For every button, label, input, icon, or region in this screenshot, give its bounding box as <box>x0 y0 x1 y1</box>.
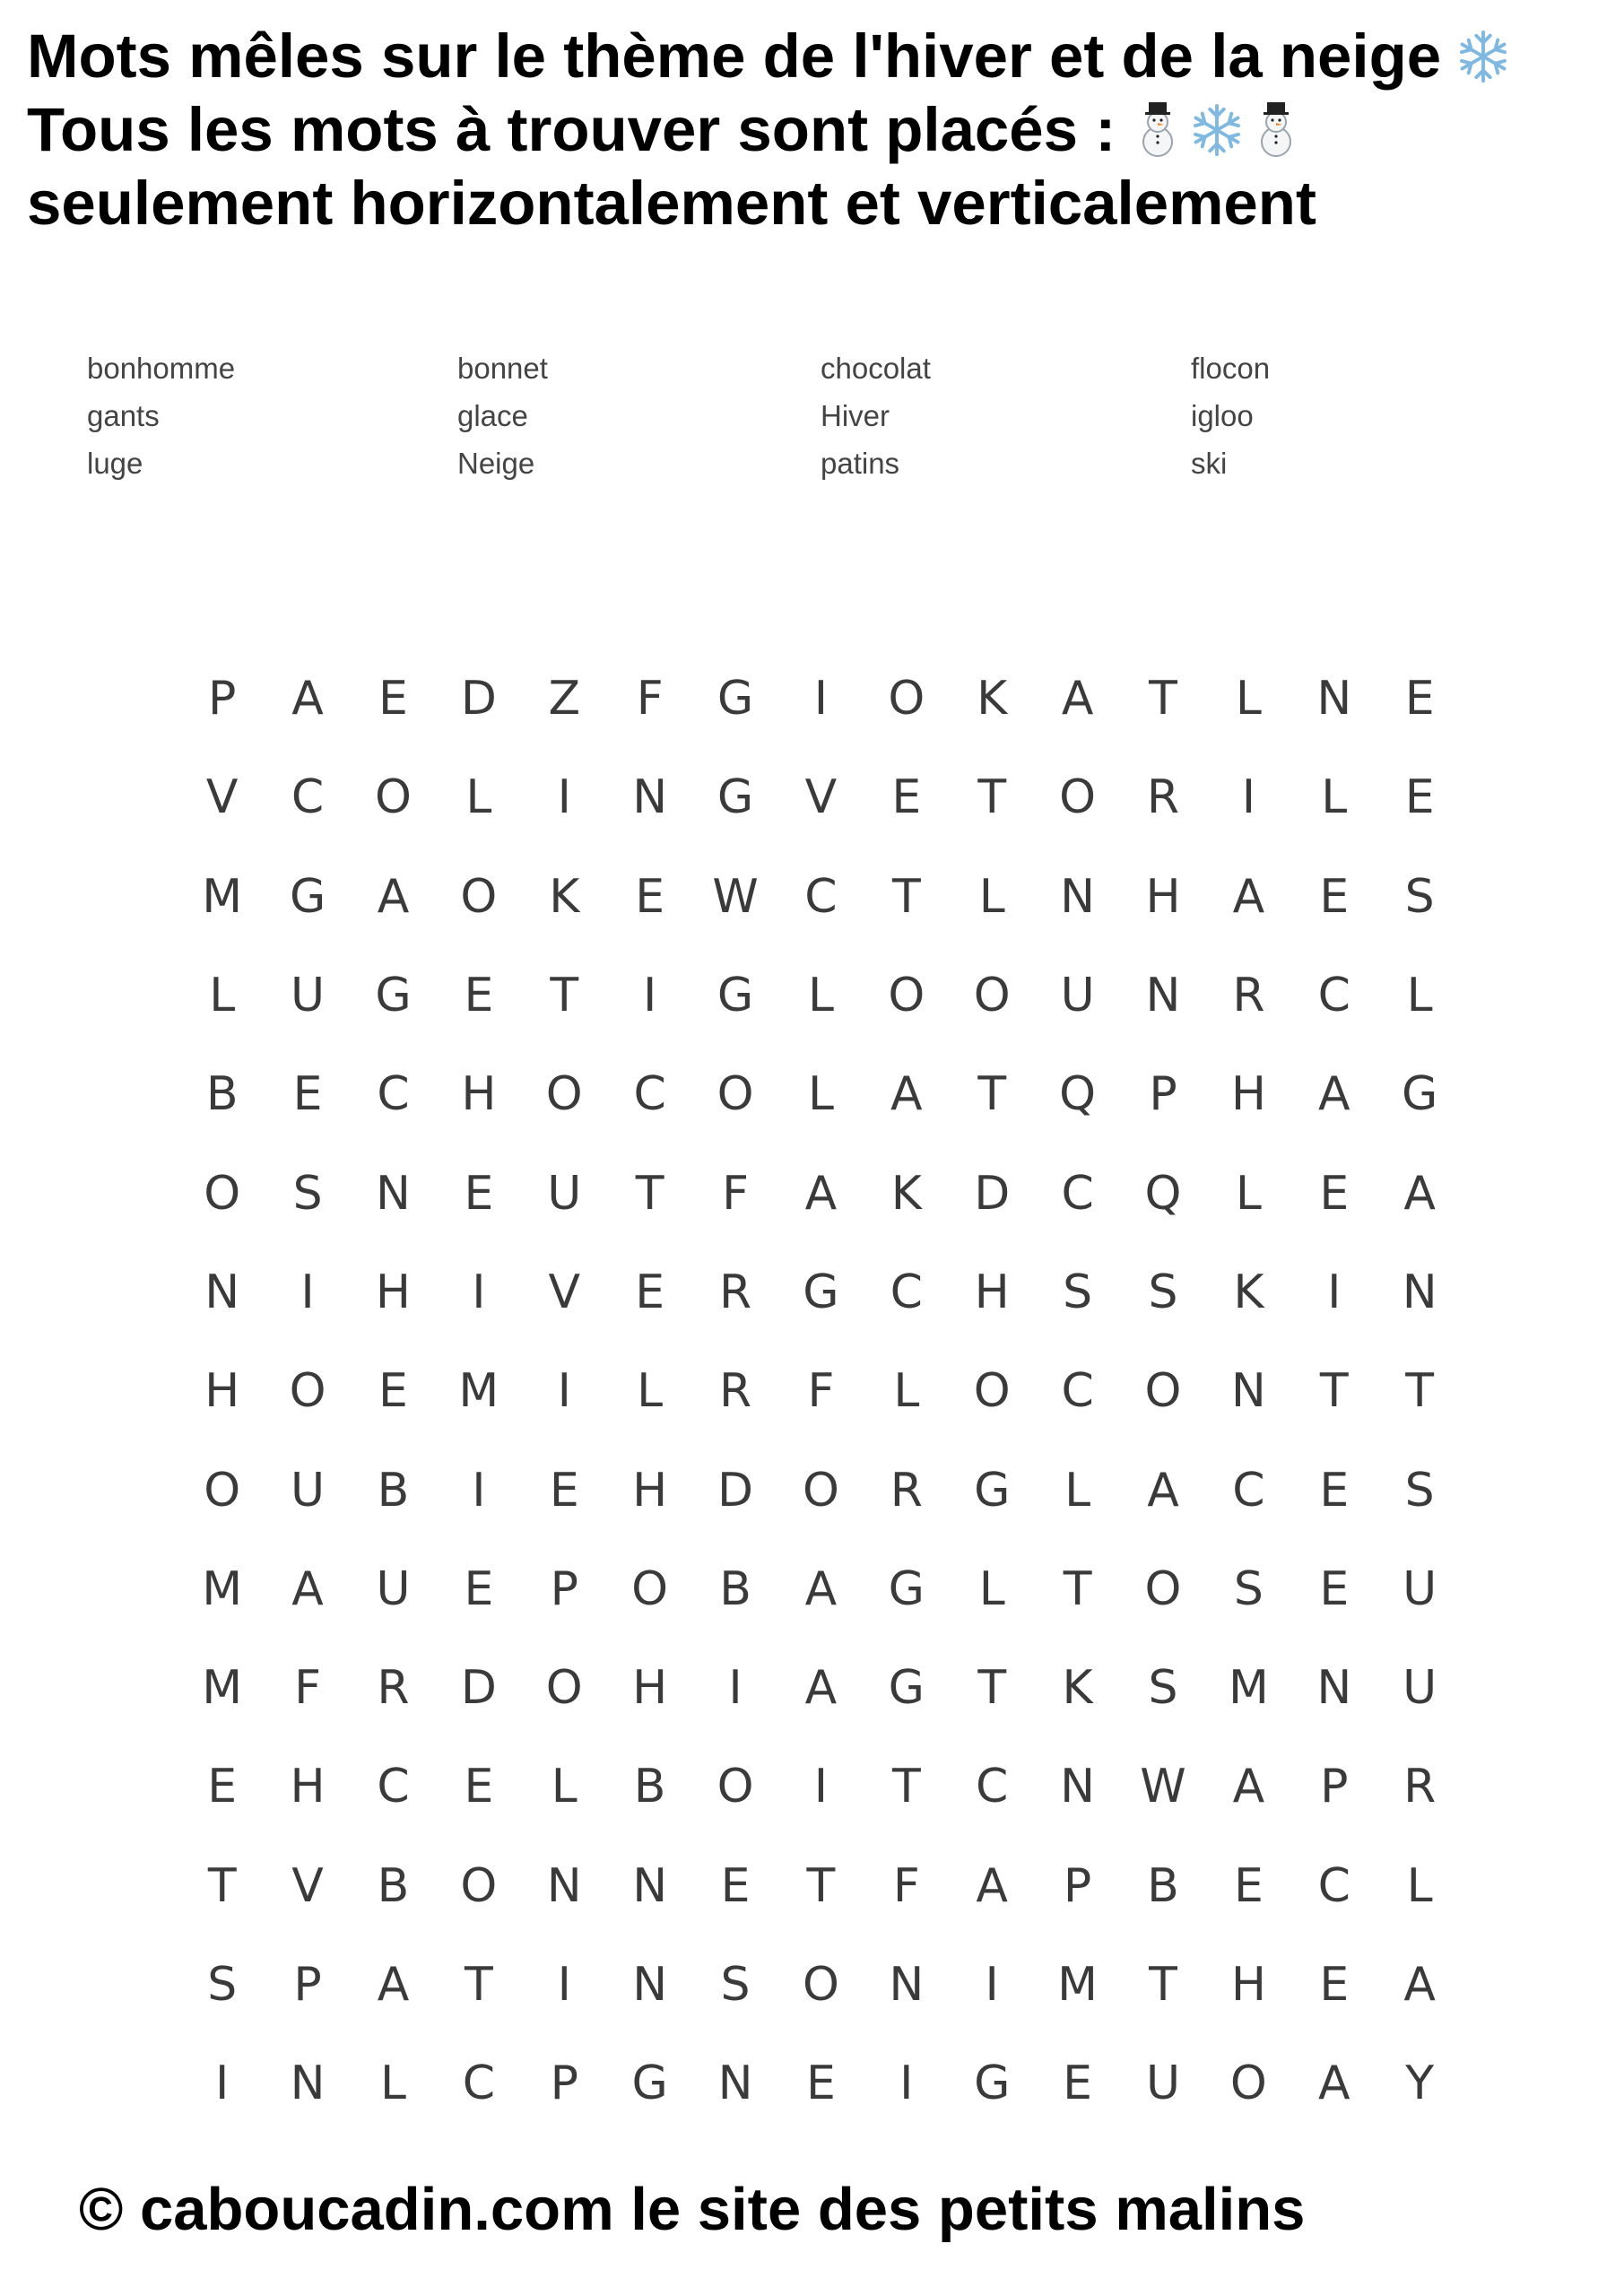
grid-cell[interactable]: H <box>290 1760 326 1814</box>
grid-cell[interactable]: I <box>813 672 829 726</box>
grid-cell[interactable]: H <box>632 1463 668 1518</box>
title-line-1 <box>27 20 1605 93</box>
grid-cell[interactable]: L <box>893 1364 920 1419</box>
word-list-item: glace <box>457 398 528 432</box>
grid-cell[interactable]: T <box>977 770 1007 825</box>
grid-cell[interactable]: O <box>888 672 925 726</box>
grid-cell[interactable]: S <box>1404 869 1435 924</box>
grid-cell[interactable]: I <box>472 1265 486 1319</box>
grid-cell[interactable]: G <box>375 969 412 1023</box>
grid-cell[interactable]: C <box>377 1067 410 1122</box>
grid-cell[interactable]: O <box>1144 1364 1182 1419</box>
grid-cell[interactable]: W <box>1140 1760 1186 1814</box>
grid-cell[interactable]: A <box>1403 1958 1436 2012</box>
grid-cell[interactable]: T <box>1063 1561 1092 1616</box>
grid-cell[interactable]: C <box>377 1760 410 1814</box>
grid-cell[interactable]: A <box>1403 1166 1436 1221</box>
grid-cell[interactable]: S <box>1404 1463 1435 1518</box>
grid-cell[interactable]: T <box>1149 672 1177 726</box>
grid-cell[interactable]: O <box>802 1958 839 2012</box>
grid-cell[interactable]: S <box>292 1166 323 1221</box>
grid-cell[interactable]: E <box>1319 1958 1350 2012</box>
grid-cell[interactable]: O <box>460 1858 498 1913</box>
word-list-item: ski <box>1191 446 1228 480</box>
grid-cell[interactable]: A <box>1317 1067 1350 1122</box>
grid-cell[interactable]: E <box>1404 672 1435 726</box>
grid-cell[interactable]: S <box>207 1958 238 2012</box>
grid-cell[interactable]: O <box>460 869 498 924</box>
grid-cell[interactable]: K <box>890 1166 922 1221</box>
grid-cell[interactable]: M <box>202 1561 243 1616</box>
grid-cell[interactable]: C <box>1232 1463 1265 1518</box>
grid-cell[interactable]: I <box>557 770 571 825</box>
grid-cell[interactable]: P <box>1149 1067 1177 1122</box>
grid-cell[interactable]: F <box>807 1364 835 1419</box>
grid-cell[interactable]: O <box>802 1463 839 1518</box>
grid-cell[interactable]: E <box>635 1265 665 1319</box>
grid-cell[interactable]: B <box>1147 1858 1179 1913</box>
grid-cell[interactable]: C <box>1317 1858 1350 1913</box>
grid-cell[interactable]: O <box>631 1561 669 1616</box>
grid-cell[interactable]: P <box>550 2057 578 2111</box>
grid-cell[interactable]: O <box>375 770 412 825</box>
grid-cell[interactable]: R <box>890 1463 923 1518</box>
grid-cell[interactable]: F <box>294 1661 322 1716</box>
grid-cell[interactable]: E <box>720 1858 751 1913</box>
grid-cell[interactable]: C <box>1061 1166 1094 1221</box>
grid-cell[interactable]: Y <box>1405 2057 1435 2111</box>
grid-cell[interactable]: C <box>1061 1364 1094 1419</box>
grid-cell[interactable]: L <box>1406 1858 1433 1913</box>
grid-cell[interactable]: V <box>548 1265 581 1319</box>
grid-cell[interactable]: R <box>377 1661 410 1716</box>
grid-cell[interactable]: H <box>1230 1067 1266 1122</box>
grid-cell[interactable]: D <box>460 672 497 726</box>
grid-cell[interactable]: E <box>378 1364 408 1419</box>
grid-cell[interactable]: A <box>804 1166 838 1221</box>
grid-cell[interactable]: G <box>888 1661 925 1716</box>
grid-cell[interactable]: T <box>1405 1364 1435 1419</box>
word-list-item: chocolat <box>821 351 931 385</box>
grid-cell[interactable]: D <box>717 1463 754 1518</box>
grid-cell[interactable]: E <box>635 869 665 924</box>
grid-cell[interactable]: A <box>976 1858 1008 1913</box>
grid-cell[interactable]: A <box>377 869 410 924</box>
grid-cell[interactable]: K <box>1233 1265 1264 1319</box>
grid-cell[interactable]: C <box>804 869 838 924</box>
grid-cell[interactable]: A <box>1232 1760 1265 1814</box>
grid-cell[interactable]: L <box>551 1760 578 1814</box>
snowflake-icon <box>1189 102 1245 158</box>
grid-cell[interactable]: M <box>202 1661 243 1716</box>
grid-cell[interactable]: D <box>974 1166 1011 1221</box>
grid-cell[interactable]: V <box>205 770 239 825</box>
header <box>27 20 1605 240</box>
grid-cell[interactable]: K <box>549 869 580 924</box>
grid-cell[interactable]: B <box>377 1858 410 1913</box>
grid-cell[interactable]: N <box>204 1265 240 1319</box>
grid-cell[interactable]: G <box>716 770 754 825</box>
grid-cell[interactable]: S <box>720 1958 751 2012</box>
grid-cell[interactable]: C <box>291 770 325 825</box>
grid-cell[interactable]: G <box>716 672 754 726</box>
grid-cell[interactable]: I <box>472 1463 486 1518</box>
grid-cell[interactable]: S <box>1233 1561 1264 1616</box>
grid-cell[interactable]: N <box>1402 1265 1437 1319</box>
grid-cell[interactable]: L <box>1406 969 1433 1023</box>
grid-cell[interactable]: F <box>722 1166 749 1221</box>
grid-cell[interactable]: E <box>1233 1858 1264 1913</box>
grid-cell[interactable]: F <box>892 1858 920 1913</box>
grid-cell[interactable]: A <box>890 1067 923 1122</box>
grid-cell[interactable]: E <box>464 1561 494 1616</box>
grid-cell[interactable]: I <box>557 1958 571 2012</box>
grid-cell[interactable]: G <box>803 1265 839 1319</box>
grid-cell[interactable]: T <box>977 1067 1007 1122</box>
grid-cell[interactable]: L <box>978 1561 1005 1616</box>
grid-cell[interactable]: G <box>716 969 754 1023</box>
grid-cell[interactable]: Q <box>1144 1166 1182 1221</box>
grid-cell[interactable]: A <box>1147 1463 1179 1518</box>
grid-cell[interactable]: M <box>202 869 243 924</box>
grid-cell[interactable]: O <box>888 969 925 1023</box>
grid-cell[interactable]: N <box>546 1858 582 1913</box>
grid-cell[interactable]: O <box>545 1067 583 1122</box>
word-list-item: gants <box>87 398 160 432</box>
grid-cell[interactable]: T <box>891 1760 921 1814</box>
grid-cell[interactable]: E <box>1319 1561 1350 1616</box>
title-line-3 <box>27 167 1605 240</box>
grid-cell[interactable]: E <box>464 1166 494 1221</box>
grid-cell[interactable]: N <box>1145 969 1181 1023</box>
grid-cell[interactable]: I <box>215 2057 230 2111</box>
grid-cell[interactable]: N <box>376 1166 411 1221</box>
grid-cell[interactable]: R <box>1146 770 1180 825</box>
grid-cell[interactable]: U <box>1145 2057 1181 2111</box>
grid-cell[interactable]: U <box>1403 1561 1437 1616</box>
grid-cell[interactable]: A <box>1232 869 1265 924</box>
grid-cell[interactable]: O <box>1144 1561 1182 1616</box>
grid-cell[interactable]: I <box>557 1364 571 1419</box>
grid-cell[interactable]: I <box>642 969 657 1023</box>
grid-cell[interactable]: O <box>204 1166 241 1221</box>
grid-cell[interactable]: O <box>545 1661 583 1716</box>
grid-cell[interactable]: G <box>974 2057 1011 2111</box>
grid-cell[interactable]: I <box>1241 770 1256 825</box>
snowman-icon <box>1130 100 1185 160</box>
grid-cell[interactable]: I <box>1327 1265 1342 1319</box>
grid-cell[interactable]: A <box>1061 672 1094 726</box>
grid-cell[interactable]: K <box>1062 1661 1093 1716</box>
title-line-2 <box>27 93 1605 167</box>
grid-cell[interactable]: F <box>636 672 664 726</box>
word-list-item: Neige <box>457 446 535 480</box>
grid-cell[interactable]: O <box>973 1364 1011 1419</box>
word-list-item: luge <box>87 446 143 480</box>
grid-cell[interactable]: A <box>291 672 324 726</box>
grid-cell[interactable]: O <box>1059 770 1097 825</box>
grid-cell[interactable]: T <box>806 1858 836 1913</box>
grid-cell[interactable]: P <box>1320 1760 1349 1814</box>
word-list-item: Hiver <box>821 398 890 432</box>
grid-cell[interactable]: L <box>465 770 492 825</box>
grid-cell[interactable]: N <box>1060 1760 1096 1814</box>
grid-cell[interactable]: T <box>891 869 921 924</box>
grid-cell[interactable]: O <box>716 1067 754 1122</box>
grid-cell[interactable]: I <box>300 1265 315 1319</box>
grid-cell[interactable]: T <box>977 1661 1007 1716</box>
grid-cell[interactable]: H <box>632 1661 668 1716</box>
word-list-item: bonhomme <box>87 351 236 385</box>
grid-cell[interactable]: N <box>1230 1364 1266 1419</box>
grid-cell[interactable]: B <box>633 1760 666 1814</box>
grid-cell[interactable]: H <box>974 1265 1010 1319</box>
grid-cell[interactable]: L <box>209 969 236 1023</box>
grid-cell[interactable]: C <box>633 1067 666 1122</box>
snowman-icon <box>1248 100 1304 160</box>
grid-cell[interactable]: E <box>1063 2057 1093 2111</box>
grid-cell[interactable]: N <box>632 1958 668 2012</box>
grid-cell[interactable]: N <box>632 1858 668 1913</box>
grid-cell[interactable]: I <box>899 2057 914 2111</box>
letter-grid <box>179 649 1462 2133</box>
grid-cell[interactable]: H <box>1230 1958 1266 2012</box>
grid-cell[interactable]: T <box>464 1958 493 2012</box>
grid-cell[interactable]: I <box>728 1661 743 1716</box>
grid-cell[interactable]: L <box>1064 1463 1091 1518</box>
grid-cell[interactable]: S <box>1148 1661 1178 1716</box>
grid-cell[interactable]: L <box>1321 770 1348 825</box>
grid-cell[interactable]: E <box>1319 1166 1350 1221</box>
grid-cell[interactable]: T <box>1319 1364 1349 1419</box>
title-text: Mots mêles sur le thème de l'hiver et de la neige <box>27 22 1442 91</box>
subtitle-text: Tous les mots à trouver sont placés : <box>27 95 1116 164</box>
grid-cell[interactable]: E <box>464 969 494 1023</box>
grid-cell[interactable]: T <box>207 1858 237 1913</box>
grid-cell[interactable]: U <box>376 1561 411 1616</box>
grid-cell[interactable]: P <box>1063 1858 1092 1913</box>
grid-cell[interactable]: A <box>377 1958 410 2012</box>
grid-cell[interactable]: N <box>1316 672 1352 726</box>
grid-cell[interactable]: E <box>1319 1463 1350 1518</box>
grid-cell[interactable]: C <box>462 2057 496 2111</box>
grid-cell[interactable]: M <box>1228 1661 1269 1716</box>
grid-cell[interactable]: S <box>1148 1265 1178 1319</box>
grid-cell[interactable]: O <box>289 1364 326 1419</box>
grid-cell[interactable]: N <box>717 2057 753 2111</box>
grid-cell[interactable]: S <box>1063 1265 1093 1319</box>
grid-cell[interactable]: O <box>204 1463 241 1518</box>
grid-cell[interactable]: R <box>1232 969 1265 1023</box>
grid-cell[interactable]: N <box>290 2057 326 2111</box>
grid-cell[interactable]: A <box>1317 2057 1350 2111</box>
grid-cell[interactable]: A <box>804 1561 838 1616</box>
grid-cell[interactable]: E <box>378 672 408 726</box>
grid-cell[interactable]: K <box>977 672 1008 726</box>
grid-cell[interactable]: U <box>1060 969 1095 1023</box>
grid-cell[interactable]: V <box>804 770 838 825</box>
grid-cell[interactable]: U <box>291 1463 326 1518</box>
grid-cell[interactable]: V <box>291 1858 324 1913</box>
word-list-item: bonnet <box>457 351 548 385</box>
grid-cell[interactable]: G <box>1402 1067 1438 1122</box>
grid-cell[interactable]: T <box>550 969 579 1023</box>
grid-cell[interactable]: G <box>974 1463 1011 1518</box>
grid-cell[interactable]: C <box>890 1265 923 1319</box>
grid-cell[interactable]: R <box>718 1364 752 1419</box>
grid-cell[interactable]: P <box>550 1561 578 1616</box>
word-list-item: patins <box>821 446 900 480</box>
grid-cell[interactable]: N <box>1316 1661 1352 1716</box>
grid-cell[interactable]: L <box>807 969 834 1023</box>
grid-cell[interactable]: L <box>637 1364 664 1419</box>
grid-cell[interactable]: N <box>632 770 668 825</box>
footer-copyright: © caboucadin.com le site des petits malins <box>79 2176 1306 2243</box>
grid-cell[interactable]: D <box>460 1661 497 1716</box>
grid-cell[interactable]: H <box>375 1265 412 1319</box>
grid-cell[interactable]: Z <box>548 672 581 726</box>
grid-cell[interactable]: E <box>464 1760 494 1814</box>
grid-cell[interactable]: G <box>888 1561 925 1616</box>
grid-cell[interactable]: T <box>635 1166 664 1221</box>
grid-cell[interactable]: H <box>461 1067 497 1122</box>
grid-cell[interactable]: B <box>719 1561 751 1616</box>
grid-cell[interactable]: E <box>1319 869 1350 924</box>
word-list-item: igloo <box>1191 398 1254 432</box>
snowflake-icon <box>1455 29 1511 84</box>
grid-cell[interactable]: C <box>1317 969 1350 1023</box>
grid-cell[interactable]: G <box>289 869 326 924</box>
grid-cell[interactable]: C <box>976 1760 1009 1814</box>
grid-cell[interactable]: N <box>1060 869 1096 924</box>
grid-cell[interactable]: U <box>547 1166 582 1221</box>
grid-cell[interactable]: E <box>1404 770 1435 825</box>
grid-cell[interactable]: W <box>712 869 759 924</box>
grid-cell[interactable]: E <box>891 770 922 825</box>
grid-cell[interactable]: L <box>978 869 1005 924</box>
grid-cell[interactable]: B <box>377 1463 410 1518</box>
grid-cell[interactable]: O <box>1229 2057 1267 2111</box>
grid-cell[interactable]: U <box>291 969 326 1023</box>
grid-cell[interactable]: H <box>204 1364 240 1419</box>
grid-cell[interactable]: H <box>1145 869 1181 924</box>
grid-cell[interactable]: I <box>985 1958 999 2012</box>
grid-cell[interactable]: L <box>379 2057 406 2111</box>
grid-cell[interactable]: R <box>718 1265 752 1319</box>
grid-cell[interactable]: O <box>716 1760 754 1814</box>
grid-cell[interactable]: A <box>291 1561 324 1616</box>
grid-cell[interactable]: G <box>631 2057 668 2111</box>
grid-cell[interactable]: P <box>208 672 237 726</box>
grid-cell[interactable]: E <box>207 1760 238 1814</box>
grid-cell[interactable]: O <box>973 969 1011 1023</box>
grid-cell[interactable]: B <box>205 1067 239 1122</box>
grid-cell[interactable]: Q <box>1059 1067 1097 1122</box>
word-list <box>87 344 1432 487</box>
grid-cell[interactable]: L <box>1235 672 1262 726</box>
grid-cell[interactable]: P <box>293 1958 322 2012</box>
grid-cell[interactable]: E <box>806 2057 836 2111</box>
grid-cell[interactable]: N <box>889 1958 925 2012</box>
instructions-text: seulement horizontalement et verticalement <box>27 169 1316 238</box>
grid-cell[interactable]: L <box>1235 1166 1262 1221</box>
grid-cell[interactable]: L <box>807 1067 834 1122</box>
word-list-item: flocon <box>1191 351 1271 385</box>
grid-cell[interactable]: I <box>813 1760 829 1814</box>
grid-cell[interactable]: E <box>292 1067 323 1122</box>
grid-cell[interactable]: A <box>804 1661 838 1716</box>
grid-cell[interactable]: U <box>1403 1661 1437 1716</box>
grid-cell[interactable]: T <box>1149 1958 1177 2012</box>
grid-cell[interactable]: M <box>458 1364 499 1419</box>
grid-cell[interactable]: M <box>1057 1958 1099 2012</box>
grid-cell[interactable]: R <box>1403 1760 1437 1814</box>
grid-cell[interactable]: E <box>549 1463 579 1518</box>
